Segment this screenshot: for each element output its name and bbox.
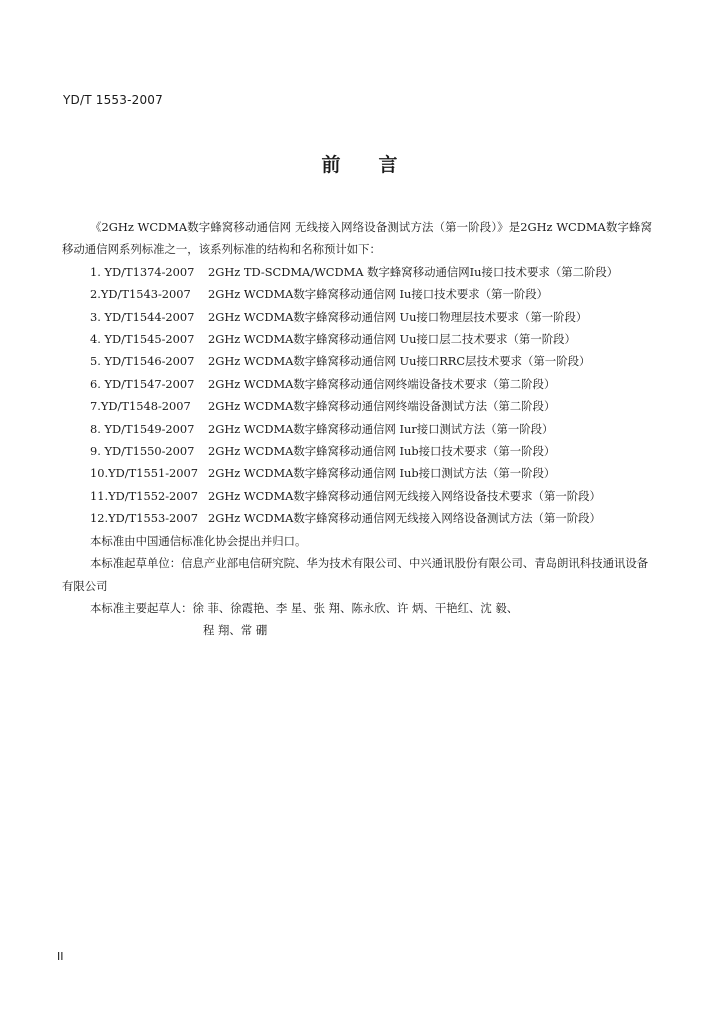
standards-list [62, 261, 652, 530]
proposer-statement: 本标准由中国通信标准化协会提出并归口。 [90, 533, 307, 548]
standard-title: 2GHz WCDMA数字蜂窝移动通信网 Uu接口RRC层技术要求（第一阶段） [208, 354, 591, 369]
standard-code: 4. YD/T1545-2007 [90, 332, 195, 347]
intro-paragraph: 《2GHz WCDMA数字蜂窝移动通信网 无线接入网络设备测试方法（第一阶段）》是2GHz WCDMA数字蜂窝移动通信网系列标准之一，该系列标准的结构和名称预计如下： [62, 220, 652, 257]
list-item [62, 418, 652, 440]
standard-title: 2GHz WCDMA数字蜂窝移动通信网 Iur接口测试方法（第一阶段） [208, 421, 554, 436]
standard-code: 9. YD/T1550-2007 [90, 444, 195, 459]
list-item [62, 507, 652, 529]
drafting-units-paragraph: 本标准起草单位：信息产业部电信研究院、华为技术有限公司、中兴通讯股份有限公司、青岛朗讯科技通讯设备有限公司 [62, 556, 649, 593]
drafters-continuation: 程 翔、常 硼 [203, 623, 268, 638]
standard-title: 2GHz WCDMA数字蜂窝移动通信网 Uu接口层二技术要求（第一阶段） [208, 332, 576, 347]
list-item [62, 350, 652, 372]
standard-code: 2.YD/T1543-2007 [90, 287, 191, 302]
standard-title: 2GHz WCDMA数字蜂窝移动通信网 Iu接口技术要求（第一阶段） [208, 287, 549, 302]
standard-code: 11.YD/T1552-2007 [90, 488, 199, 503]
list-item [62, 283, 652, 305]
document-body [62, 216, 652, 642]
standard-title: 2GHz WCDMA数字蜂窝移动通信网 Iub接口技术要求（第一阶段） [208, 444, 556, 459]
list-item [62, 440, 652, 462]
standard-title: 2GHz WCDMA数字蜂窝移动通信网 Uu接口物理层技术要求（第一阶段） [208, 309, 588, 324]
standard-title: 2GHz WCDMA数字蜂窝移动通信网无线接入网络设备测试方法（第一阶段） [208, 511, 601, 526]
list-item [62, 373, 652, 395]
standard-title: 2GHz WCDMA数字蜂窝移动通信网无线接入网络设备技术要求（第一阶段） [208, 488, 601, 503]
standard-title: 2GHz WCDMA数字蜂窝移动通信网终端设备测试方法（第二阶段） [208, 399, 556, 414]
standard-code: 10.YD/T1551-2007 [90, 466, 199, 481]
standard-title: 2GHz WCDMA数字蜂窝移动通信网 Iub接口测试方法（第一阶段） [208, 466, 556, 481]
standard-code: 6. YD/T1547-2007 [90, 376, 195, 391]
standard-code: 8. YD/T1549-2007 [90, 421, 195, 436]
document-code-header: YD/T 1553-2007 [63, 93, 163, 107]
page-number: II [57, 950, 64, 963]
standard-code: 12.YD/T1553-2007 [90, 511, 199, 526]
list-item [62, 306, 652, 328]
standard-code: 5. YD/T1546-2007 [90, 354, 195, 369]
standard-code: 7.YD/T1548-2007 [90, 399, 191, 414]
list-item [62, 462, 652, 484]
standard-code: 1. YD/T1374-2007 [90, 264, 195, 279]
page-title: 前言 [321, 154, 436, 176]
list-item [62, 485, 652, 507]
standard-title: 2GHz TD-SCDMA/WCDMA 数字蜂窝移动通信网Iu接口技术要求（第二阶段） [208, 264, 619, 279]
list-item [62, 261, 652, 283]
list-item [62, 395, 652, 417]
drafters-line: 本标准主要起草人：徐 菲、徐霞艳、李 星、张 翔、陈永欣、许 炳、干艳红、沈 毅、 [90, 600, 519, 615]
standard-title: 2GHz WCDMA数字蜂窝移动通信网终端设备技术要求（第二阶段） [208, 376, 556, 391]
list-item [62, 328, 652, 350]
standard-code: 3. YD/T1544-2007 [90, 309, 195, 324]
